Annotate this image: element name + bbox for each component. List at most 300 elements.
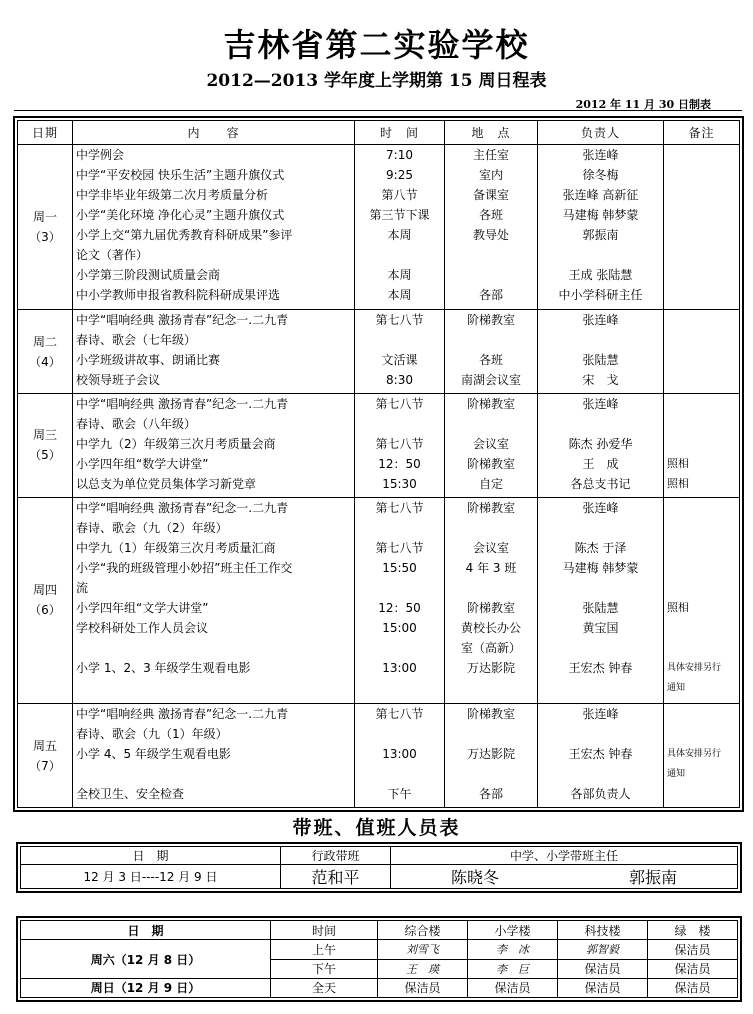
content-entry [73,744,354,784]
content-entry [73,370,354,390]
content-entry [73,285,354,305]
place-entry [445,538,537,558]
person-entry [538,598,663,618]
weekend-keji: 保洁员 [558,959,648,978]
note-entry [664,704,739,744]
note-entry [664,498,739,538]
note-entry [664,558,739,598]
place-entry [445,145,537,165]
content-cell [73,145,355,310]
weekend-duty-table [20,920,738,998]
person-text: 张连峰 [582,148,619,162]
weekend-row [21,940,738,959]
content-entry [73,558,354,598]
person-text: 张连峰 [582,396,619,411]
content-entry [73,704,354,744]
content-cell [73,393,355,497]
place-cell [445,393,538,497]
place-line: 自定 [478,476,503,491]
person-entry [538,498,663,538]
time-text: 15:00 [382,620,417,635]
content-entry [73,145,354,165]
header-rule [14,110,742,111]
person-entry [538,185,663,205]
note-entry [664,618,739,658]
place-line: 各班 [478,353,503,368]
place-line: 会议室 [472,540,509,555]
school-title: 吉林省第二实验学校 [223,26,530,64]
time-entry [355,225,444,265]
time-cell [355,497,445,704]
content-line: 中学“平安校园 快乐生活”主题升旗仪式 [76,168,285,182]
weekend-lv: 保洁员 [648,959,738,978]
time-entry [355,205,444,225]
weekend-zonghe: 刘雪飞 [378,940,468,959]
duty-head-teachers: 中学、小学带班主任 [391,847,738,865]
time-text: 本周 [387,228,412,242]
weekend-time: 下午 [271,959,378,978]
time-text: 第七八节 [375,396,424,411]
place-entry [445,165,537,185]
note-entry [664,350,739,370]
place-entry [445,598,537,618]
place-entry [445,225,537,265]
day-name: 周二 [32,334,57,349]
weekly-schedule-frame [13,116,744,812]
weekend-zonghe: 王 瑛 [378,959,468,978]
duty-teacher-2: 郭振南 [628,868,677,887]
weekend-sunday: 周日（12 月 9 日） [21,978,271,997]
note-entry [664,658,739,698]
duty-teachers [391,865,738,889]
place-entry [445,394,537,434]
person-entry [538,394,663,434]
place-entry [445,474,537,494]
note-entry [664,394,739,434]
place-entry [445,558,537,598]
day-number: （3） [29,230,61,245]
time-entry [355,784,444,804]
place-entry [445,185,537,205]
note-entry [664,474,739,494]
note-entry [664,370,739,390]
time-text: 第七八节 [375,313,424,328]
content-line: 中学“唱响经典 激扬青春”纪念一.二九青 [76,707,289,722]
place-line: 各班 [478,208,503,222]
content-line: 春诗、歌会（七年级） [76,333,197,348]
person-text: 郭振南 [582,228,619,242]
header-time: 时 间 [355,121,445,145]
day-cell [18,310,73,393]
person-entry [538,658,663,698]
time-cell [355,310,445,393]
content-cell [73,497,355,704]
day-cell [18,497,73,704]
place-entry [445,658,537,698]
time-text: 文活课 [381,353,418,368]
time-entry [355,394,444,434]
time-entry [355,434,444,454]
place-line: 4 年 3 班 [465,560,517,575]
day-name: 周三 [32,428,57,443]
place-entry [445,205,537,225]
place-entry [445,498,537,538]
place-cell [445,145,538,310]
note-line: 照相 [667,476,689,490]
duty-row [21,865,738,889]
person-cell [538,145,664,310]
content-entry [73,498,354,538]
note-entry [664,205,739,225]
place-line: 阶梯教室 [466,500,515,515]
content-line: 中学九（2）年级第三次月考质量会商 [76,436,276,451]
place-line: 会议室 [472,436,509,451]
schedule-header-row [18,121,740,145]
time-text: 本周 [387,268,412,282]
weekend-row [21,978,738,997]
time-entry [355,598,444,618]
note-entry [664,225,739,265]
content-entry [73,265,354,285]
time-text: 13:00 [382,747,417,762]
place-line: 各部 [478,787,503,802]
place-line: 黄校长办公 [460,620,521,635]
time-cell [355,145,445,310]
person-entry [538,538,663,558]
content-line: 中学例会 [76,148,125,162]
weekend-xiaoxue: 李 巨 [468,959,558,978]
place-entry [445,784,537,804]
place-line: 阶梯教室 [466,396,515,411]
place-line: 南湖会议室 [460,373,521,388]
note-line: 具体安排另行 [667,662,722,673]
note-line: 通知 [667,769,686,780]
person-cell [538,310,664,393]
duty-date: 12 月 3 日----12 月 9 日 [21,865,281,889]
time-entry [355,454,444,474]
weekend-head-time: 时间 [271,921,378,940]
note-cell [664,310,740,393]
time-entry [355,145,444,165]
time-entry [355,185,444,205]
person-entry [538,618,663,658]
content-line: 小学四年组“数学大讲堂” [76,456,209,471]
time-entry [355,165,444,185]
weekend-saturday: 周六（12 月 8 日） [21,940,271,979]
time-entry [355,370,444,390]
time-text: 第七八节 [375,540,424,555]
duty-head-date: 日 期 [21,847,281,865]
weekend-time: 上午 [271,940,378,959]
time-text: 第八节 [381,188,418,202]
note-entry [664,538,739,558]
person-text: 各总支书记 [570,476,631,491]
content-entry [73,474,354,494]
person-text: 张连峰 [582,313,619,328]
day-number: （5） [29,448,61,463]
place-line: 万达影院 [466,660,515,675]
time-entry [355,350,444,370]
weekend-header-row [21,921,738,940]
content-entry [73,205,354,225]
time-cell [355,704,445,808]
place-entry [445,350,537,370]
place-cell [445,310,538,393]
person-text: 王成 张陆慧 [568,268,633,282]
duty-teacher-1: 陈晓冬 [451,868,500,887]
place-entry [445,310,537,350]
note-entry [664,165,739,185]
time-text: 15:50 [382,560,417,575]
person-entry [538,558,663,598]
time-entry [355,658,444,698]
duty-table [20,846,738,889]
person-text: 陈杰 于泽 [574,540,627,555]
place-line: 阶梯教室 [466,456,515,471]
note-entry [664,434,739,454]
note-line: 具体安排另行 [667,749,722,760]
time-text: 12：50 [378,600,421,615]
place-entry [445,454,537,474]
content-entry [73,454,354,474]
content-cell [73,704,355,808]
content-entry [73,658,354,698]
place-line: 室内 [478,168,503,182]
person-text: 马建梅 韩梦蒙 [562,560,639,575]
schedule-day-row [18,145,740,310]
place-entry [445,370,537,390]
time-entry [355,704,444,744]
time-entry [355,310,444,350]
time-text: 8:30 [386,373,413,388]
schedule-day-row [18,497,740,704]
note-cell [664,145,740,310]
duty-header-row [21,847,738,865]
duty-admin: 范和平 [281,865,391,889]
note-cell [664,704,740,808]
content-entry [73,618,354,658]
time-text: 15:30 [382,476,417,491]
content-line: 小学上交“第九届优秀教育科研成果”参评 [76,228,293,242]
place-entry [445,744,537,784]
place-line: 各部 [478,288,503,302]
content-line: 小学四年组“文学大讲堂” [76,600,209,615]
content-entry [73,784,354,804]
person-text: 陈杰 孙爱华 [568,436,633,451]
note-cell [664,393,740,497]
place-line: 教导处 [472,228,509,242]
person-entry [538,434,663,454]
person-entry [538,165,663,185]
day-number: （6） [29,603,61,618]
person-cell [538,497,664,704]
place-line: 阶梯教室 [466,707,515,722]
place-entry [445,618,537,658]
content-line: 小学 1、2、3 年级学生观看电影 [76,660,251,675]
time-entry [355,285,444,305]
person-cell [538,704,664,808]
content-line: 流 [76,580,89,595]
schedule-body [18,145,740,808]
content-line: 小学“美化环境 净化心灵”主题升旗仪式 [76,208,285,222]
content-line: 小学 4、5 年级学生观看电影 [76,747,231,762]
person-entry [538,225,663,265]
weekend-head-lv: 绿 楼 [648,921,738,940]
duty-table-frame [16,842,742,893]
header-note: 备注 [664,121,740,145]
schedule-day-row [18,310,740,393]
schedule-subtitle: 2012—2013 学年度上学期第 15 周日程表 [206,71,547,91]
time-text: 第三节下课 [369,208,430,222]
content-line: 春诗、歌会（九（2）年级） [76,520,228,535]
weekend-keji: 保洁员 [558,978,648,997]
header-date: 日期 [18,121,73,145]
person-entry [538,704,663,744]
time-entry [355,265,444,285]
time-entry [355,538,444,558]
content-line: 小学“我的班级管理小妙招”班主任工作交 [76,560,293,575]
place-line: 万达影院 [466,747,515,762]
day-cell [18,393,73,497]
note-line: 照相 [667,600,689,614]
place-cell [445,497,538,704]
note-entry [664,285,739,305]
note-line: 通知 [667,682,686,693]
content-line: 中学“唱响经典 激扬青春”纪念一.二九青 [76,313,289,328]
time-entry [355,474,444,494]
weekly-schedule-table [17,120,740,808]
weekend-keji: 郭智毅 [558,940,648,959]
time-entry [355,558,444,598]
note-entry [664,145,739,165]
person-entry [538,744,663,784]
place-line: 室（高新） [460,640,521,655]
person-entry [538,285,663,305]
note-entry [664,598,739,618]
place-entry [445,285,537,305]
content-line: 春诗、歌会（八年级） [76,416,197,431]
content-line: 中小学教师申报省教科院科研成果评选 [76,288,281,302]
weekend-zonghe: 保洁员 [378,978,468,997]
person-text: 徐冬梅 [582,168,619,182]
day-number: （7） [29,758,61,773]
time-text: 本周 [387,288,412,302]
content-entry [73,310,354,350]
weekend-head-xiaoxue: 小学楼 [468,921,558,940]
place-entry [445,704,537,744]
person-entry [538,350,663,370]
person-entry [538,145,663,165]
day-cell [18,704,73,808]
place-line: 阶梯教室 [466,600,515,615]
person-text: 张陆慧 [582,600,619,615]
weekend-xiaoxue: 保洁员 [468,978,558,997]
content-line: 中学非毕业年级第二次月考质量分析 [76,188,269,202]
place-entry [445,434,537,454]
content-entry [73,225,354,265]
time-text: 13:00 [382,660,417,675]
day-name: 周一 [32,210,57,225]
content-line: 论文（著作） [76,248,149,262]
person-text: 王 成 [582,456,619,471]
person-entry [538,784,663,804]
day-cell [18,145,73,310]
person-entry [538,474,663,494]
person-text: 马建梅 韩梦蒙 [562,208,639,222]
note-entry [664,310,739,350]
day-number: （4） [29,354,61,369]
person-entry [538,310,663,350]
person-cell [538,393,664,497]
header-content: 内 容 [73,121,355,145]
content-entry [73,350,354,370]
place-line: 主任室 [472,148,509,162]
weekend-lv: 保洁员 [648,940,738,959]
weekend-duty-frame [16,916,742,1002]
content-line: 小学班级讲故事、朗诵比赛 [76,353,221,368]
time-text: 第七八节 [375,436,424,451]
content-line: 小学第三阶段测试质量会商 [76,268,221,282]
weekend-head-zonghe: 综合楼 [378,921,468,940]
time-text: 9:25 [386,168,413,182]
made-date: 2012 年 11 月 30 日制表 [575,98,711,111]
time-entry [355,498,444,538]
content-line: 中学九（1）年级第三次月考质量汇商 [76,540,276,555]
person-text: 张连峰 [582,500,619,515]
weekend-head-keji: 科技楼 [558,921,648,940]
note-line: 照相 [667,456,689,470]
note-cell [664,497,740,704]
weekend-xiaoxue: 李 冰 [468,940,558,959]
place-line: 阶梯教室 [466,313,515,328]
person-text: 张连峰 [582,707,619,722]
duty-head-admin: 行政带班 [281,847,391,865]
person-entry [538,265,663,285]
content-line: 春诗、歌会（九（1）年级） [76,727,228,742]
person-text: 张陆慧 [582,353,619,368]
time-text: 第七八节 [375,707,424,722]
content-line: 校领导班子会议 [76,373,161,388]
note-entry [664,185,739,205]
place-entry [445,265,537,285]
person-text: 王宏杰 钟春 [568,660,633,675]
person-entry [538,205,663,225]
time-text: 第七八节 [375,500,424,515]
person-entry [538,454,663,474]
content-entry [73,165,354,185]
time-text: 7:10 [386,148,413,162]
weekend-time: 全天 [271,978,378,997]
schedule-day-row [18,393,740,497]
content-line: 中学“唱响经典 激扬青春”纪念一.二九青 [76,396,289,411]
person-text: 中小学科研主任 [558,288,643,302]
time-entry [355,618,444,658]
note-entry [664,784,739,804]
weekend-head-date: 日 期 [21,921,271,940]
content-entry [73,434,354,454]
content-entry [73,598,354,618]
note-entry [664,265,739,285]
content-cell [73,310,355,393]
time-text: 下午 [387,787,412,802]
person-text: 王宏杰 钟春 [568,747,633,762]
content-line: 全校卫生、安全检查 [76,787,185,802]
person-text: 宋 戈 [582,373,619,388]
schedule-day-row [18,704,740,808]
person-text: 各部负责人 [570,787,631,802]
note-entry [664,454,739,474]
header-person: 负责人 [538,121,664,145]
